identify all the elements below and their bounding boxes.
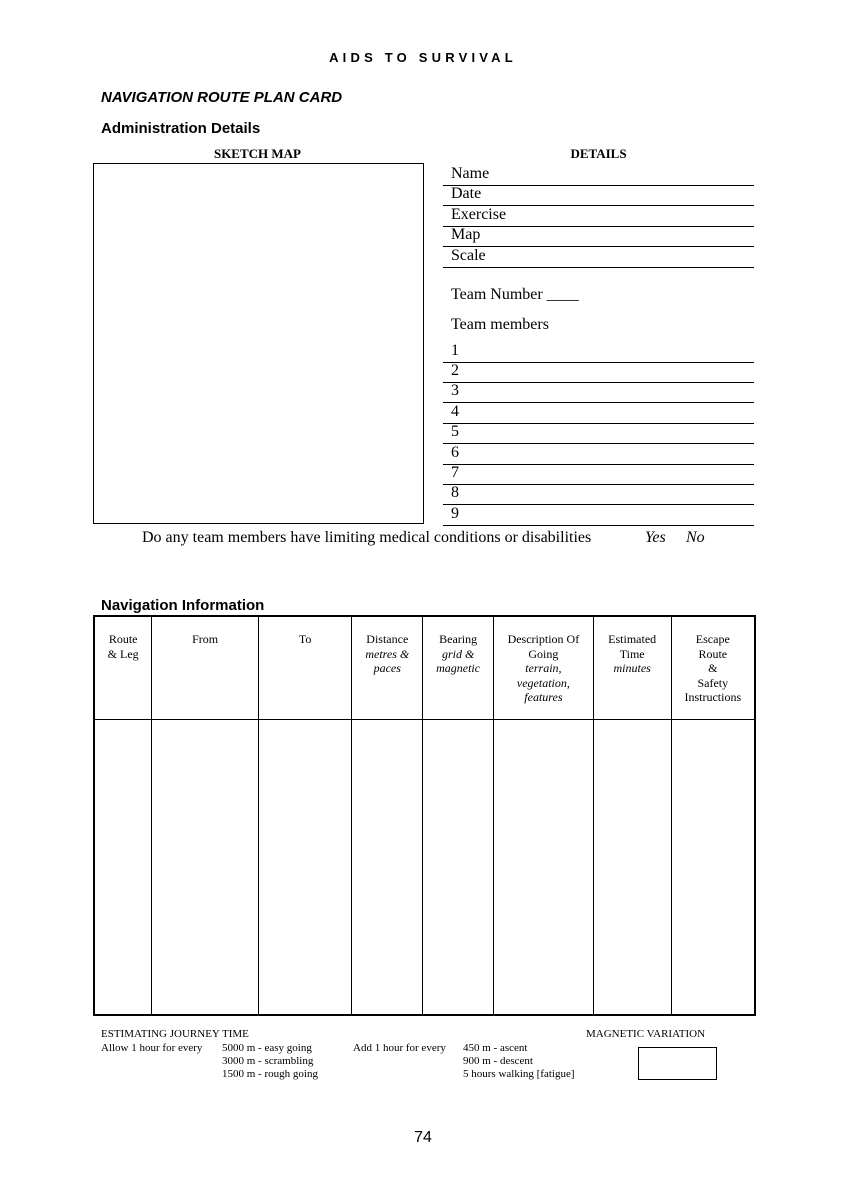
table-cell[interactable] xyxy=(423,719,494,1015)
team-member-number: 4 xyxy=(451,402,459,420)
yes-option[interactable]: Yes xyxy=(645,529,666,546)
table-cell[interactable] xyxy=(258,719,352,1015)
team-member-row[interactable] xyxy=(443,423,754,445)
team-number-field[interactable]: Team Number ____ xyxy=(451,286,579,303)
sketch-map-label: SKETCH MAP xyxy=(213,146,302,161)
team-member-row[interactable] xyxy=(443,504,754,526)
add-item: 900 m - descent xyxy=(463,1055,533,1067)
column-header-distance xyxy=(352,616,423,719)
allow-item: 5000 m - easy going xyxy=(222,1042,312,1054)
allow-item: 3000 m - scrambling xyxy=(222,1055,314,1067)
team-member-row[interactable] xyxy=(443,382,754,404)
column-subtitle: metres & paces xyxy=(365,646,410,675)
column-title: Escape Route & Safety Instructions xyxy=(684,632,742,704)
column-title: Estimated Time xyxy=(608,632,657,661)
team-member-number: 5 xyxy=(451,423,459,441)
detail-field-label: Date xyxy=(451,185,482,202)
team-member-row[interactable] xyxy=(443,443,754,465)
team-member-number: 7 xyxy=(451,463,459,481)
column-header-description xyxy=(494,616,594,719)
team-member-number: 8 xyxy=(451,484,459,502)
card-title: NAVIGATION ROUTE PLAN CARD xyxy=(101,89,343,106)
medical-question: Do any team members have limiting medical conditions or disabilities xyxy=(142,529,592,546)
table-cell[interactable] xyxy=(593,719,671,1015)
details-label: DETAILS xyxy=(570,146,627,161)
allow-item: 1500 m - rough going xyxy=(222,1068,318,1080)
column-title: Bearing xyxy=(439,632,478,646)
team-member-row[interactable] xyxy=(443,484,754,506)
detail-field-label: Scale xyxy=(451,246,486,264)
team-member-row[interactable] xyxy=(443,361,754,383)
column-title: Description Of Going xyxy=(507,632,580,661)
team-member-number: 1 xyxy=(451,341,459,359)
detail-field-label: Name xyxy=(451,164,490,182)
no-option[interactable]: No xyxy=(686,529,705,546)
column-subtitle: terrain, vegetation, features xyxy=(516,661,570,704)
admin-heading: Administration Details xyxy=(101,120,261,137)
table-cell[interactable] xyxy=(94,719,152,1015)
team-members-label: Team members xyxy=(451,316,549,333)
table-cell[interactable] xyxy=(352,719,423,1015)
team-member-row[interactable] xyxy=(443,463,754,485)
column-title: To xyxy=(298,632,312,646)
column-subtitle: grid & magnetic xyxy=(436,646,481,675)
magnetic-variation-box[interactable] xyxy=(638,1047,717,1080)
column-title: Route & Leg xyxy=(107,632,139,661)
navigation-heading: Navigation Information xyxy=(101,597,265,614)
detail-field-name[interactable] xyxy=(443,164,754,186)
team-member-number: 2 xyxy=(451,361,459,379)
table-cell[interactable] xyxy=(494,719,594,1015)
detail-field-date[interactable] xyxy=(443,185,754,207)
allow-label: Allow 1 hour for every xyxy=(101,1042,203,1054)
team-member-number: 9 xyxy=(451,504,459,522)
detail-field-label: Map xyxy=(451,226,481,243)
column-header-escape-route xyxy=(671,616,755,719)
column-header-to xyxy=(258,616,352,719)
magnetic-variation-label: MAGNETIC VARIATION xyxy=(586,1028,706,1040)
table-row xyxy=(94,719,755,1015)
running-head: AIDS TO SURVIVAL xyxy=(329,50,517,65)
add-item: 450 m - ascent xyxy=(463,1042,528,1054)
detail-field-label: Exercise xyxy=(451,205,507,223)
journey-time-heading: ESTIMATING JOURNEY TIME xyxy=(101,1028,249,1040)
column-header-from xyxy=(152,616,259,719)
detail-field-exercise[interactable] xyxy=(443,205,754,227)
table-cell[interactable] xyxy=(152,719,259,1015)
column-header-estimated-time xyxy=(593,616,671,719)
add-label: Add 1 hour for every xyxy=(353,1042,446,1054)
detail-field-map[interactable] xyxy=(443,226,754,248)
team-member-row[interactable] xyxy=(443,402,754,424)
team-member-number: 6 xyxy=(451,443,459,461)
column-subtitle: minutes xyxy=(613,661,651,675)
table-cell[interactable] xyxy=(671,719,755,1015)
add-item: 5 hours walking [fatigue] xyxy=(463,1068,575,1080)
table-header-row xyxy=(94,616,755,719)
navigation-table xyxy=(93,615,756,1016)
page-number: 74 xyxy=(414,1129,432,1146)
column-title: Distance xyxy=(366,632,409,646)
detail-field-scale[interactable] xyxy=(443,246,754,268)
column-title: From xyxy=(192,632,219,646)
column-header-bearing xyxy=(423,616,494,719)
team-member-row[interactable] xyxy=(443,341,754,363)
column-header-route-leg xyxy=(94,616,152,719)
sketch-map-box[interactable] xyxy=(93,163,424,524)
team-member-number: 3 xyxy=(451,382,459,400)
